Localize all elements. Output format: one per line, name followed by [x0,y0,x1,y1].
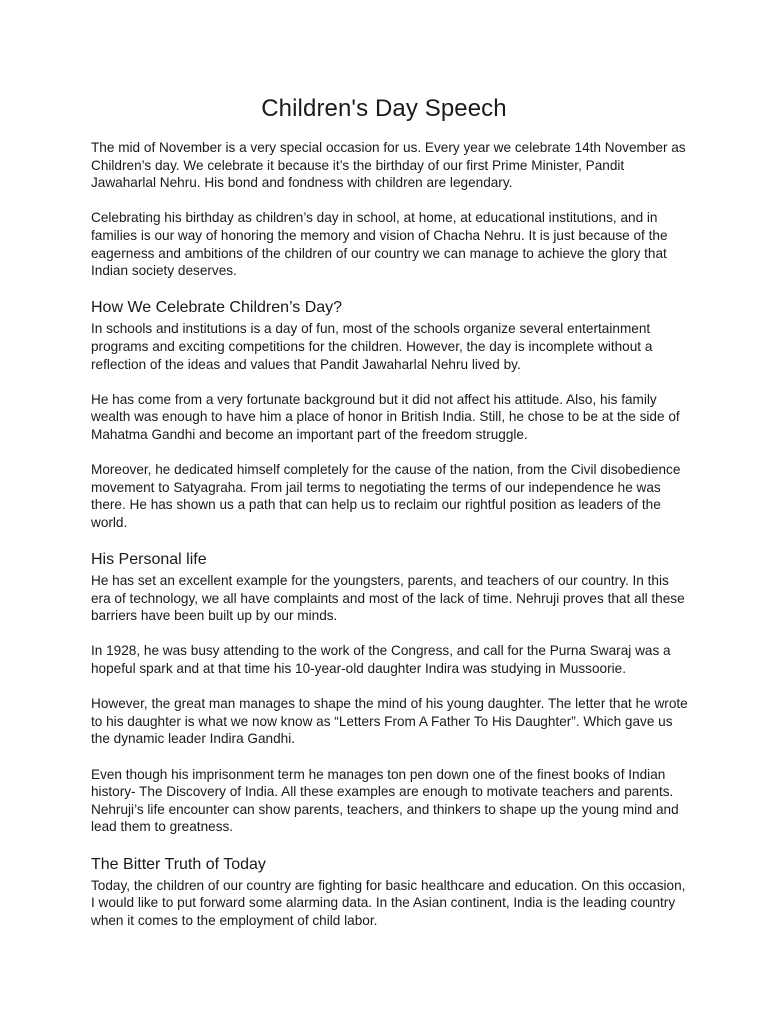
section-celebrate-paragraph-2: He has come from a very fortunate background but it did not affect his attitude. Also, his family wealth was enough to have him a place of honor in British India. Still, he chose to be at the side of Mahatma Gandhi and become an important part of the freedom struggle. [91,391,680,442]
section-personal-paragraph-1: He has set an excellent example for the youngsters, parents, and teachers of our country. In this era of technology, we all have complaints and most of the lack of time. Nehruji proves that all these barriers have been built up by our minds. [91,573,685,624]
page-title: Children's Day Speech [261,95,507,122]
document-body [91,139,691,947]
intro-paragraph-1: The mid of November is a very special occasion for us. Every year we celebrate 14th November as Children’s day. We celebrate it because it’s the birthday of our first Prime Minister, Pandit Jawaharlal Nehru. His bond and fondness with children are legendary. [91,140,686,191]
section-celebrate-paragraph-1: In schools and institutions is a day of fun, most of the schools organize several entertainment programs and exciting competitions for the children. However, the day is incomplete without a reflection of the ideas and values that Pandit Jawaharlal Nehru lived by. [91,321,653,372]
section-personal-paragraph-4: Even though his imprisonment term he manages ton pen down one of the finest books of Indian history- The Discovery of India. All these examples are enough to motivate teachers and parents. Nehruji’s life encounter can show parents, teachers, and thinkers to shape up the young mind and lead them to greatness. [91,766,679,835]
section-heading-celebrate: How We Celebrate Children’s Day? [91,299,343,317]
section-heading-bitter-truth: The Bitter Truth of Today [91,855,266,873]
section-heading-personal-life: His Personal life [91,551,207,569]
intro-paragraph-2: Celebrating his birthday as children’s day in school, at home, at educational institutions, and in families is our way of honoring the memory and vision of Chacha Nehru. It is just because of the eagerness and ambitions of the children of our country we can manage to achieve the glory that Indian society deserves. [91,210,668,279]
section-personal-paragraph-2: In 1928, he was busy attending to the work of the Congress, and call for the Purna Swaraj was a hopeful spark and at that time his 10-year-old daughter Indira was studying in Mussoorie. [91,643,671,677]
section-bitter-paragraph-1: Today, the children of our country are fighting for basic healthcare and education. On this occasion, I would like to put forward some alarming data. In the Asian continent, India is the leading country when it comes to the employment of child labor. [91,877,686,928]
section-celebrate-paragraph-3: Moreover, he dedicated himself completely for the cause of the nation, from the Civil disobedience movement to Satyagraha. From jail terms to negotiating the terms of our independence he was there. He has shown us a path that can help us to reclaim our rightful position as leaders of the world. [91,462,681,530]
section-personal-paragraph-3: However, the great man manages to shape the mind of his young daughter. The letter that he wrote to his daughter is what we now know as “Letters From A Father To His Daughter”. Which gave us the dynamic leader Indira Gandhi. [91,696,688,747]
